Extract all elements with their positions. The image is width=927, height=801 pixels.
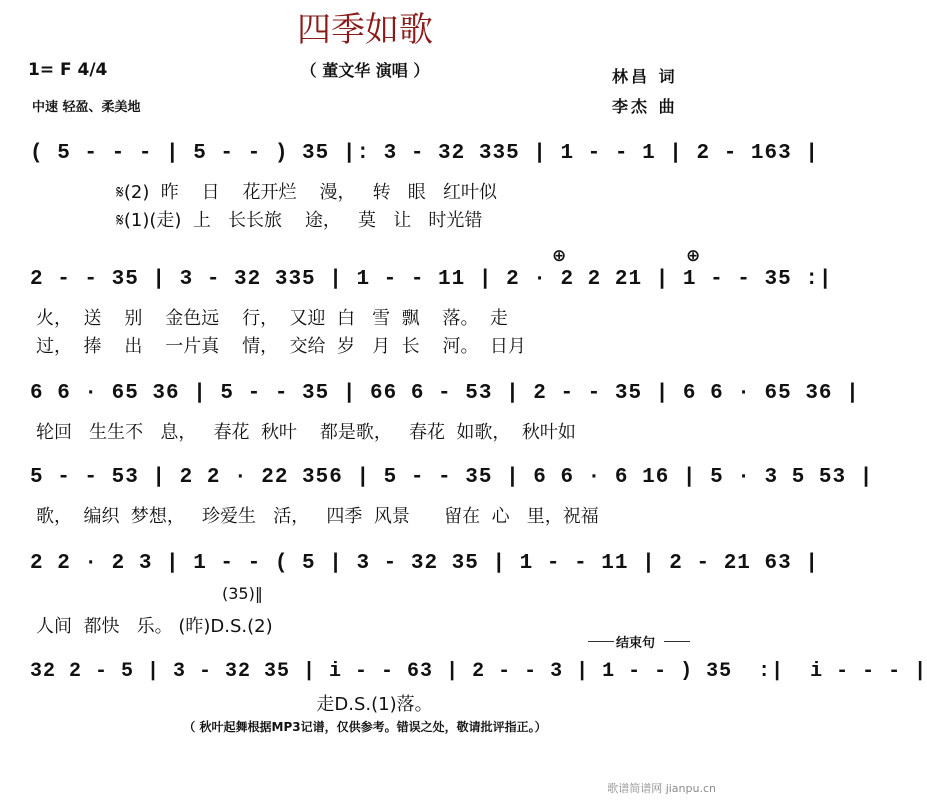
lyric-row-1-verse-1: 𝄋(1)(走) 上 长长旅 途， 莫 让 时光错: [36, 210, 483, 231]
singer-credit: （ 董文华 演唱 ）: [300, 61, 430, 80]
coda-icon: ⊕: [552, 246, 567, 266]
ending-phrase-label: 结束句: [616, 636, 656, 651]
ending-bracket-line: [588, 641, 614, 642]
notation-row-3: 6 6 · 65 36 | 5 - - 35 | 66 6 - 53 | 2 - - 35 | 6 6 · 65 36 |: [30, 382, 860, 405]
notation-row-2: 2 - - 35 | 3 - 32 335 | 1 - - 11 | 2 · 2 2 21 | 1 - - 35 :|: [30, 268, 833, 291]
transcription-note: （ 秋叶起舞根据MP3记谱，仅供参考。错误之处，敬请批评指正。）: [183, 720, 547, 734]
tempo-marking: 中速 轻盈、柔美地: [32, 100, 141, 115]
notation-row-1: ( 5 - - - | 5 - - ) 35 |: 3 - 32 335 | 1 - - 1 | 2 - 163 |: [30, 142, 819, 165]
lyric-row-6: 走D.S.(1)落。: [36, 694, 433, 715]
lyric-row-1-verse-2: 𝄋(2) 昨 日 花开烂 漫， 转 眼 红叶似: [36, 182, 497, 203]
key-signature: 1= F 4/4: [28, 60, 108, 80]
lyric-row-3: 轮回 生生不 息， 春花 秋叶 都是歌， 春花 如歌， 秋叶如: [36, 422, 576, 443]
alternate-notes: (35)‖: [222, 584, 263, 603]
lyricist-credit: 林昌 词: [612, 67, 678, 86]
composer-credit: 李杰 曲: [612, 97, 678, 116]
lyric-row-4: 歌， 编织 梦想， 珍爱生 活， 四季 风景 留在 心 里，祝福: [36, 506, 599, 527]
lyric-row-2-verse-1: 过， 捧 出 一片真 情， 交给 岁 月 长 河。 日月: [36, 336, 526, 357]
notation-row-5: 2 2 · 2 3 | 1 - - ( 5 | 3 - 32 35 | 1 - - 11 | 2 - 21 63 |: [30, 552, 819, 575]
lyric-row-2-verse-2: 火， 送 别 金色远 行， 又迎 白 雪 飘 落。 走: [36, 308, 508, 329]
notation-row-4: 5 - - 53 | 2 2 · 22 356 | 5 - - 35 | 6 6 · 6 16 | 5 · 3 5 53 |: [30, 466, 874, 489]
coda-icon: ⊕: [686, 246, 701, 266]
lyric-row-5: 人间 都快 乐。 (昨)D.S.(2): [36, 616, 273, 637]
ending-bracket-line: [664, 641, 690, 642]
site-watermark: 歌谱简谱网 jianpu.cn: [607, 782, 716, 795]
song-title: 四季如歌: [297, 10, 433, 50]
notation-row-6: 32 2 - 5 | 3 - 32 35 | i - - 63 | 2 - - 3 | 1 - - ) 35 :| i - - - |: [30, 660, 927, 683]
